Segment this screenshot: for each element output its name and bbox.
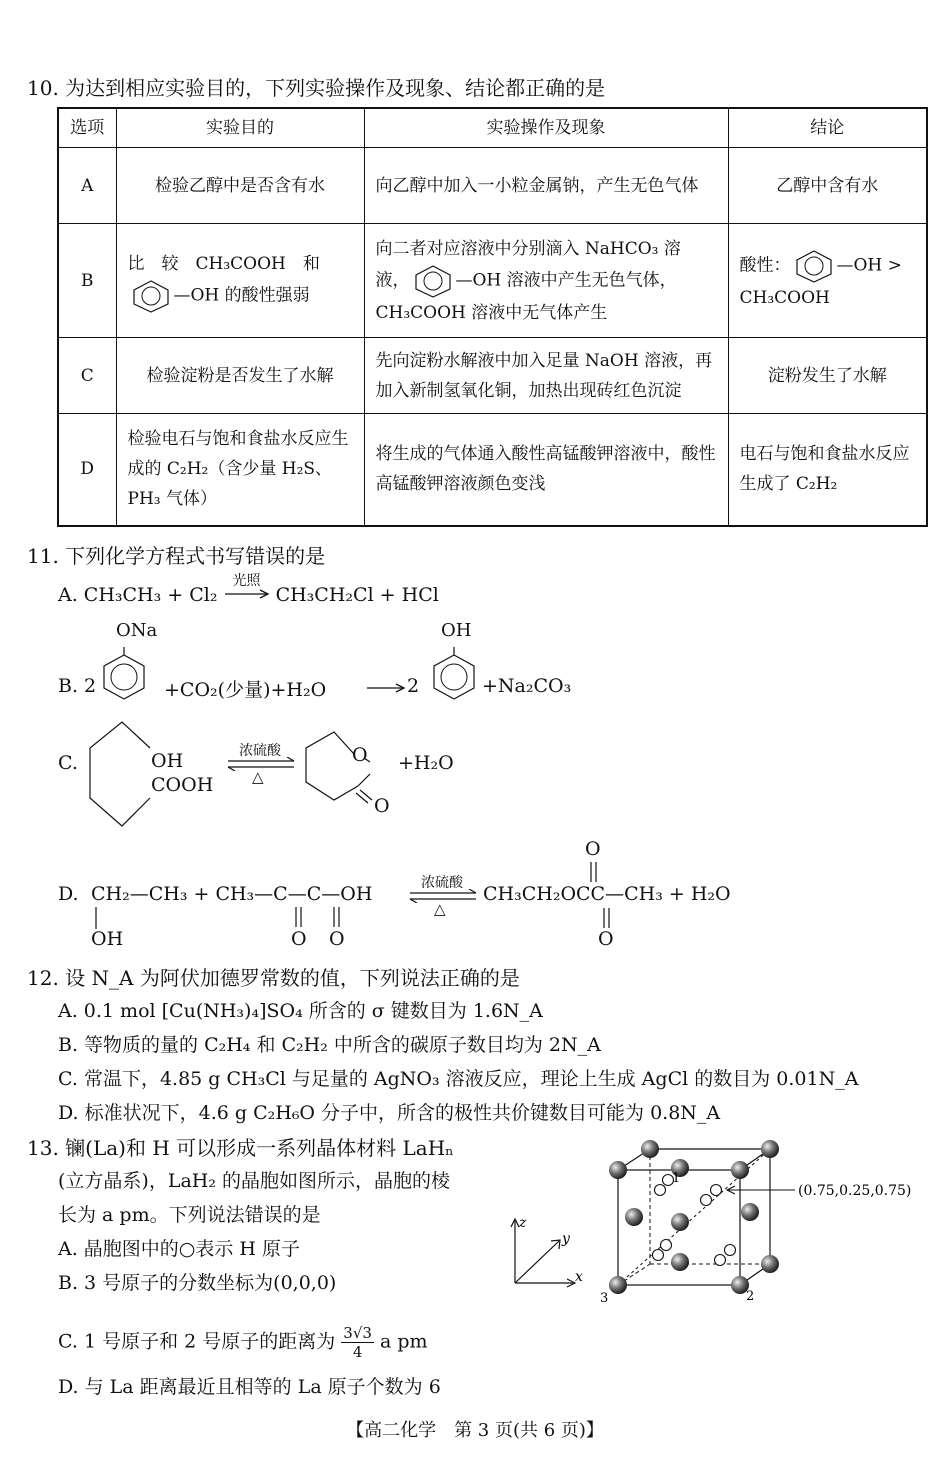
- arrow-condition: 浓硫酸: [421, 875, 463, 891]
- coordinate-label: (0.75,0.25,0.75): [798, 1183, 912, 1199]
- q11-stem: 11. 下列化学方程式书写错误的是: [27, 544, 326, 568]
- q11-option-c-label: C.: [58, 752, 78, 774]
- op-line: CH₃COOH 溶液中无气体产生: [375, 302, 608, 323]
- q12-option-c: C. 常温下，4.85 g CH₃Cl 与足量的 AgNO₃ 溶液反应，理论上生成 AgCl 的数目为 0.01N_A: [58, 1068, 859, 1090]
- hydrogen-atoms: [653, 1175, 736, 1266]
- atom-label: O: [598, 928, 614, 950]
- purpose-text: —OH 的酸性强弱: [173, 285, 310, 305]
- eq-text: +CO₂(少量)+H₂O: [164, 679, 327, 701]
- q13-option-d: D. 与 La 距离最近且相等的 La 原子个数为 6: [58, 1376, 441, 1398]
- option-text: a pm: [380, 1330, 428, 1353]
- row-operation: 向乙醇中加入一小粒金属钠，产生无色气体: [364, 148, 728, 224]
- row-purpose: [116, 224, 364, 338]
- row-purpose: 检验电石与饱和食盐水反应生成的 C₂H₂（含少量 H₂S、PH₃ 气体）: [116, 414, 364, 526]
- arrow-condition: 浓硫酸: [239, 743, 281, 759]
- row-option: D: [58, 414, 116, 526]
- op-line: [376, 264, 717, 298]
- row-option: A: [58, 148, 116, 224]
- option-text: C. 1 号原子和 2 号原子的距离为: [58, 1330, 336, 1353]
- q13-option-a: A. 晶胞图中的○表示 H 原子: [58, 1238, 301, 1260]
- table-row: [58, 148, 927, 224]
- axes-diagram: [505, 1215, 595, 1290]
- table-row: [58, 224, 927, 338]
- op-text: 液，: [375, 270, 410, 290]
- q13-option-b: B. 3 号原子的分数坐标为(0,0,0): [58, 1272, 337, 1294]
- eq-text: A. CH₃CH₃ + Cl₂: [58, 584, 218, 606]
- q13-stem-line3: 长为 a pm。下列说法错误的是: [58, 1204, 321, 1226]
- eq-text: CH₃CH₂OCC—CH₃ + H₂O: [483, 883, 731, 905]
- row-conclusion: 淀粉发生了水解: [728, 338, 927, 414]
- row-operation: [364, 224, 728, 338]
- eq-text: 2: [407, 675, 420, 697]
- arrow-condition: 光照: [232, 573, 261, 589]
- group-label: OH: [91, 928, 124, 950]
- fraction-denominator: 4: [352, 1343, 363, 1361]
- group-label: OH: [151, 750, 184, 772]
- q12-option-a: A. 0.1 mol [Cu(NH₃)₄]SO₄ 所含的 σ 键数目为 1.6N_A: [58, 1000, 543, 1022]
- chain-skeleton-icon: [80, 718, 152, 830]
- axis-y-label: y: [562, 1231, 570, 1247]
- axis-z-label: z: [519, 1215, 527, 1231]
- atom-label: O: [329, 928, 345, 950]
- row-operation: 将生成的气体通入酸性高锰酸钾溶液中，酸性高锰酸钾溶液颜色变浅: [364, 414, 728, 526]
- benzene-ring-icon: [430, 647, 478, 707]
- fraction: [341, 1324, 374, 1361]
- eq-text: CH₂—CH₃ + CH₃—C—C—OH: [91, 883, 373, 905]
- q11-option-d-label: D.: [58, 883, 79, 905]
- col-header: 选项: [58, 108, 116, 148]
- op-line: 向二者对应溶液中分别滴入 NaHCO₃ 溶: [375, 238, 681, 259]
- benzene-ring-icon: [791, 249, 837, 283]
- purpose-line: [128, 279, 353, 313]
- axis-x-label: x: [575, 1269, 583, 1285]
- q13-stem-line1: 13. 镧(La)和 H 可以形成一系列晶体材料 LaHₙ: [27, 1136, 454, 1160]
- row-operation: 先向淀粉水解液中加入足量 NaOH 溶液，再加入新制氢氧化铜，加热出现砖红色沉淀: [364, 338, 728, 414]
- atom-label: O: [352, 744, 368, 766]
- row-conclusion: 乙醇中含有水: [728, 148, 927, 224]
- col-header: 实验目的: [116, 108, 364, 148]
- q11-option-b-label: B. 2: [58, 675, 97, 697]
- atom-number-label: 1: [672, 1171, 681, 1186]
- conc-line: CH₃COOH: [739, 287, 830, 308]
- table-row: [58, 338, 927, 414]
- reaction-arrow: [224, 573, 270, 606]
- row-conclusion: 电石与饱和食盐水反应生成了 C₂H₂: [728, 414, 927, 526]
- atom-label: O: [585, 838, 601, 860]
- q13-option-c: [58, 1324, 428, 1361]
- bond-lines-icon: [80, 905, 420, 935]
- conc-line: [740, 249, 916, 283]
- conc-text: —OH >: [836, 255, 902, 275]
- q12-option-b: B. 等物质的量的 C₂H₄ 和 C₂H₂ 中所含的碳原子数目均为 2N_A: [58, 1034, 601, 1056]
- row-purpose: 检验乙醇中是否含有水: [116, 148, 364, 224]
- benzene-ring-icon: [128, 279, 174, 313]
- page-footer: 【高二化学 第 3 页(共 6 页)】: [346, 1420, 604, 1441]
- q12-stem: 12. 设 N_A 为阿伏加德罗常数的值，下列说法正确的是: [27, 966, 520, 990]
- q10-stem: 10. 为达到相应实验目的，下列实验操作及现象、结论都正确的是: [27, 76, 606, 100]
- eq-text: +Na₂CO₃: [482, 675, 572, 697]
- conc-text: 酸性：: [739, 255, 791, 275]
- benzene-ring-icon: [100, 647, 148, 707]
- fraction-numerator: 3√3: [343, 1324, 372, 1342]
- op-text: —OH 溶液中产生无色气体，: [455, 270, 677, 290]
- purpose-line: 比 较 CH₃COOH 和: [127, 253, 320, 274]
- row-option: C: [58, 338, 116, 414]
- heat-symbol: △: [252, 768, 264, 786]
- atom-number-label: 3: [600, 1291, 609, 1306]
- eq-text: CH₃CH₂Cl + HCl: [275, 584, 439, 606]
- atom-label: O: [291, 928, 307, 950]
- eq-text: +H₂O: [398, 752, 454, 774]
- col-header: 实验操作及现象: [364, 108, 728, 148]
- row-conclusion: [728, 224, 927, 338]
- experiment-table: [57, 107, 928, 527]
- col-header: 结论: [728, 108, 927, 148]
- q11-option-a: [58, 573, 439, 606]
- group-label: COOH: [151, 774, 214, 796]
- substituent-label: OH: [441, 620, 472, 641]
- row-purpose: 检验淀粉是否发生了水解: [116, 338, 364, 414]
- benzene-ring-icon: [410, 264, 456, 298]
- atom-label: O: [374, 795, 390, 817]
- row-option: B: [58, 224, 116, 338]
- atom-number-label: 2: [746, 1289, 755, 1304]
- crystal-cell-diagram: [598, 1132, 933, 1307]
- table-row: [58, 414, 927, 526]
- table-header-row: [58, 108, 927, 148]
- q13-stem-line2: (立方晶系)，LaH₂ 的晶胞如图所示，晶胞的棱: [58, 1170, 450, 1192]
- substituent-label: ONa: [116, 620, 158, 641]
- right-arrow-icon: [366, 681, 406, 695]
- heat-symbol: △: [434, 900, 446, 918]
- q12-option-d: D. 标准状况下，4.6 g C₂H₆O 分子中，所含的极性共价键数目可能为 0.8N_A: [58, 1102, 721, 1124]
